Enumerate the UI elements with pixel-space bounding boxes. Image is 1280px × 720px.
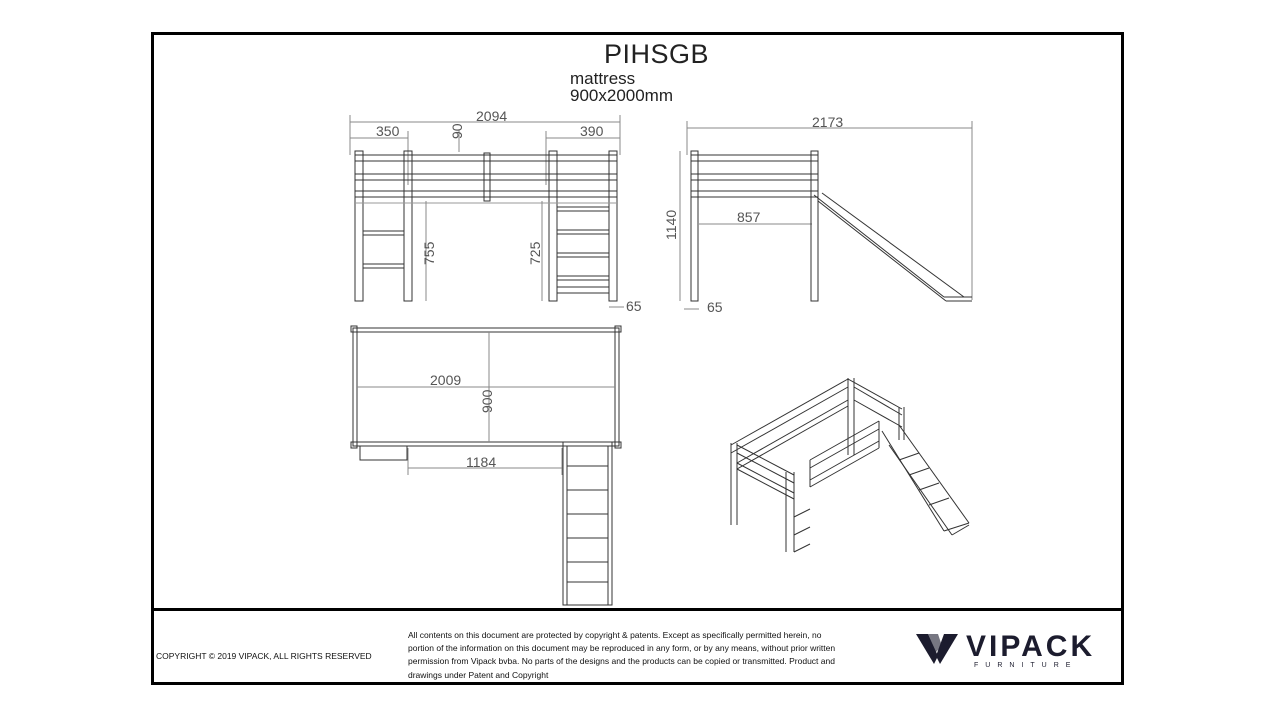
dim-side-height: 1140 bbox=[663, 209, 679, 240]
product-code: PIHSGB bbox=[604, 39, 710, 69]
dim-side-inner-width: 857 bbox=[737, 209, 761, 225]
logo-name: VIPACK bbox=[966, 630, 1096, 663]
dim-front-right-offset: 390 bbox=[580, 123, 604, 139]
copyright-notice: COPYRIGHT © 2019 VIPACK, ALL RIGHTS RESERVED bbox=[156, 651, 372, 661]
front-view bbox=[350, 115, 624, 307]
dim-front-post: 65 bbox=[626, 298, 642, 314]
mattress-label: mattress bbox=[570, 69, 636, 88]
isometric-view bbox=[731, 378, 969, 552]
dim-side-length: 2173 bbox=[812, 114, 844, 130]
vipack-v-icon bbox=[914, 632, 962, 666]
dim-side-post: 65 bbox=[707, 299, 723, 315]
dim-front-right-height: 725 bbox=[527, 241, 543, 265]
dim-front-top-gap: 90 bbox=[449, 123, 465, 139]
dim-top-length: 2009 bbox=[430, 372, 462, 388]
dim-top-width: 900 bbox=[479, 389, 495, 413]
mattress-size: 900x2000mm bbox=[570, 86, 674, 105]
legal-notice: All contents on this document are protected by copyright & patents. Except as specifically permitted herein, no portion of the information on this document may be reproduced in any form, or by any means, without prior written permission from Vipack bvba. No parts of the designs and the products can be copied or transmitted. Product and drawings under Patent and Copyright bbox=[408, 630, 836, 680]
vipack-logo bbox=[914, 632, 1094, 672]
side-view bbox=[680, 121, 972, 309]
technical-drawing bbox=[154, 35, 1121, 608]
dim-front-width: 2094 bbox=[476, 108, 508, 124]
drawing-sheet bbox=[151, 32, 1124, 685]
footer-divider bbox=[154, 608, 1121, 611]
dim-front-left-height: 755 bbox=[421, 241, 437, 265]
logo-subtitle: FURNITURE bbox=[974, 662, 1078, 669]
dim-front-left-offset: 350 bbox=[376, 123, 400, 139]
dim-top-gap: 1184 bbox=[466, 454, 497, 470]
